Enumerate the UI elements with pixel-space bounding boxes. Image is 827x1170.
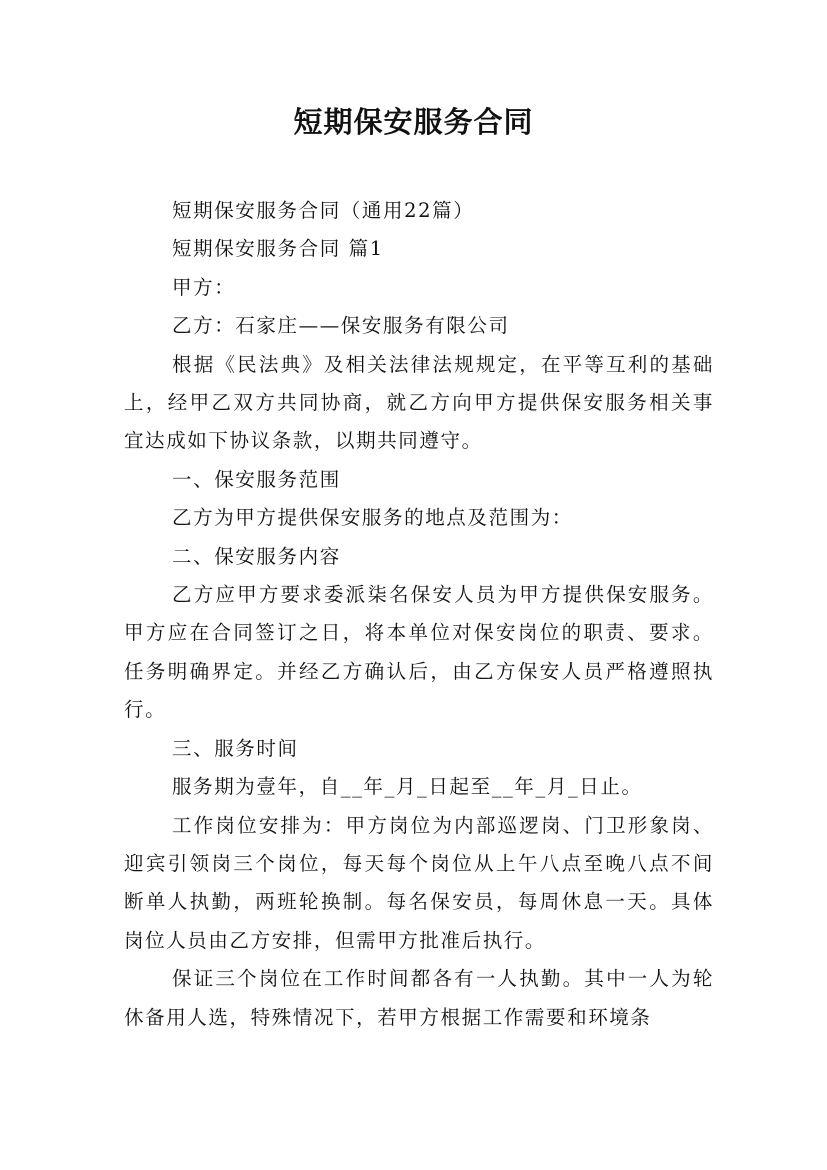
paragraph-content: 乙方应甲方要求委派柒名保安人员为甲方提供保安服务。甲方应在合同签订之日，将本单位对保安岗位的职责、要求。任务明确界定。并经乙方确认后，由乙方保安人员严格遵照执行。: [124, 583, 714, 722]
document-body: [124, 192, 714, 1037]
section-heading-content: 二、保安服务内容: [172, 544, 341, 568]
paragraph-party-b: 乙方：石家庄——保安服务有限公司: [172, 314, 510, 338]
paragraph-party-a: 甲方：: [172, 275, 236, 299]
paragraph-heading-collection: 短期保安服务合同（通用22篇）: [172, 199, 475, 222]
paragraph-preamble: 根据《民法典》及相关法律法规规定，在平等互利的基础上，经甲乙双方共同协商，就乙方向甲方提供保安服务相关事宜达成如下协议条款，以期共同遵守。: [124, 352, 714, 453]
document-title: 短期保安服务合同: [293, 105, 534, 139]
paragraph-heading-article-1: 短期保安服务合同 篇1: [172, 237, 384, 261]
paragraph-term: 服务期为壹年，自__年_月_日起至__年_月_日止。: [172, 775, 643, 799]
paragraph-guarantee: 保证三个岗位在工作时间都各有一人执勤。其中一人为轮休备用人选，特殊情况下，若甲方根据工作需要和环境条: [124, 967, 714, 1029]
section-heading-scope: 一、保安服务范围: [172, 467, 341, 491]
paragraph-post-arrangement: 工作岗位安排为：甲方岗位为内部巡逻岗、门卫形象岗、迎宾引领岗三个岗位，每天每个岗位从上午八点至晚八点不间断单人执勤，两班轮换制。每名保安员，每周休息一天。具体岗位人员由乙方安排，但需甲方批准后执行。: [124, 813, 714, 952]
paragraph-scope: 乙方为甲方提供保安服务的地点及范围为：: [172, 506, 573, 530]
section-heading-time: 三、服务时间: [172, 736, 299, 760]
